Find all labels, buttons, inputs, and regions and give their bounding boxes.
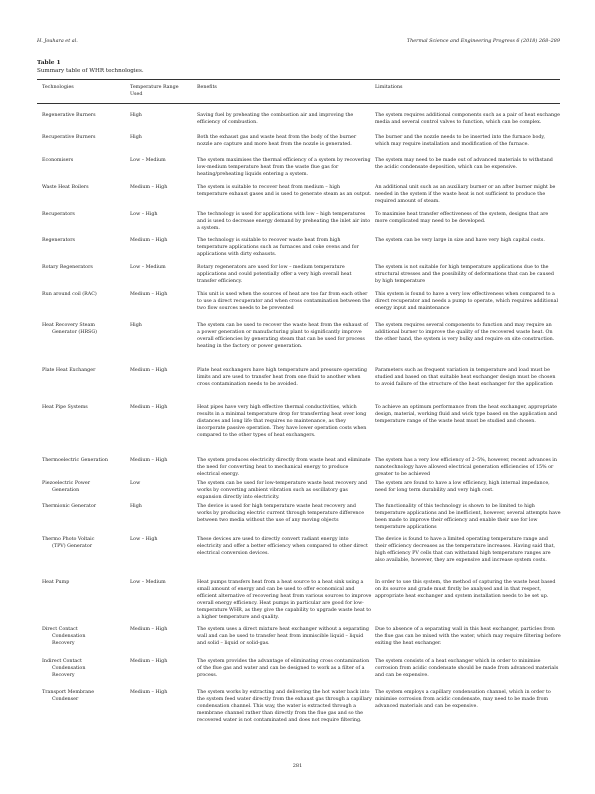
cell-benefits: The system can be used for low-temperature waste heat recovery and works by converting ambient vibration such as oscillatory gas expansion directly into electricity. [197,481,368,500]
cell-benefits: Plate heat exchangers have high temperature and pressure operating limits and are used to transfer heat from one fluid to another when cross contamination needs to be avoided. [197,368,367,387]
cell-technology [42,212,124,219]
cell-benefits: This unit is used when the sources of heat are too far from each other to use a direct recuperator and when cross contamination between the two flow sources needs to be prevented [197,292,371,311]
cell-benefits: These devices are used to directly convert radiant energy into electricity and offer a better efficiency when compared to other direct electrical conversion devices. [197,537,368,556]
cell-benefits: Rotary regenerators are used for low – medium temperature applications and could potentially offer a very high overall heat transfer efficiency. [197,265,352,284]
cell-technology [42,627,124,648]
cell-temperature-range: Low – High [130,537,158,542]
cell-benefits: Saving fuel by preheating the combustion air and improving the efficiency of combustion. [197,113,354,125]
cell-temperature-range: Low – High [130,212,158,217]
cell-limitations: The system are found to have a low efficiency, high internal impedance, need for long term durability and very high cost. [375,481,550,493]
cell-limitations: An additional unit such as an auxiliary burner or an after burner might be needed in the system if the waste heat is not sufficient to produce the required amount of steam. [375,185,556,204]
cell-temperature-range: Medium – High [130,238,168,243]
cell-limitations: The system employs a capillary condensation channel, which in order to minimise corrosion from acidic condensate, may need to be made from advanced materials and can be expensive. [375,690,551,709]
cell-limitations: The system requires several components to function and may require an additional burner to improve the quality of the recovered waste heat. On the other hand, the system is very bulky and require on site construction. [375,323,555,342]
cell-technology-line: Recovery [52,640,75,646]
cell-technology [42,368,124,375]
cell-technology-line: Heat Pipe Systems [42,405,88,410]
cell-benefits: The system maximises the thermal efficiency of a system by recovering low-medium temperature heat from the waste flue gas for heating/preheating liquids entering a system. [197,158,371,177]
running-head-journal: Thermal Science and Engineering Progress 6 (2018) 268–289 [406,38,560,44]
cell-temperature-range: High [130,504,142,509]
cell-benefits: The device is used for high temperature waste heat recovery and works by producing electric current through temperature difference between two media without the use of any moving objects [197,504,365,523]
cell-temperature-range: Medium – High [130,627,168,632]
cell-benefits: Heat pumps transfers heat from a heat source to a heat sink using a small amount of energy and can be used to offer economical and efficient alternative of recovering heat from various sources to improve overall energy efficiency. Heat pumps in particular are good for low-temperature WHR, as they give the capability to upgrade waste heat to a higher temperature and quality. [197,580,372,620]
cell-technology-line: Condensation [52,633,86,639]
cell-temperature-range: Medium – High [130,368,168,373]
cell-temperature-range: Medium – High [130,659,168,664]
cell-benefits: The system works by extracting and delivering the hot water back into the system feed water directly from the exhaust gas through a capillary condensation channel. This way, the water is extracted through a membrane channel rather than directly from the flue gas and so the recovered water is not contaminated and does not require filtering. [197,690,372,723]
running-head-authors: H. Jouhara et al. [37,38,78,44]
cell-technology [42,537,124,551]
cell-limitations: The functionality of this technology is shown to be limited to high temperature applications and be inefficient, however, several attempts have been made to improve their efficiency and enable their use for low temperature applications [375,504,561,530]
cell-technology-line: Run around coil (RAC) [42,292,97,297]
header-limitations: Limitations [375,85,403,90]
cell-benefits: The system provides the advantage of eliminating cross contamination of the flue gas and water and can be designed to work as a filter of a process. [197,659,370,678]
cell-technology [42,481,124,495]
cell-temperature-range: Medium – High [130,292,168,297]
cell-technology-line: Regenerators [42,238,76,243]
page-number: 281 [292,763,303,769]
cell-technology [42,323,124,337]
cell-technology-line: Indirect Contact [42,659,82,664]
cell-technology [42,690,124,704]
cell-technology-line: (TPV) Generator [52,543,93,549]
cell-limitations: The system has a very low efficiency of 2–5%, however, recent advances in nanotechnology have allowed electrical generation efficiencies of 15% or greater to be achieved [375,458,557,477]
cell-benefits: Heat pipes have very high effective thermal conductivities, which results in a minimal temperature drop for transferring heat over long distances and long life that requires no maintenance, as they incorporate passive operation. They have lower operation costs when compared to the other types of heat exchangers. [197,405,367,438]
cell-technology [42,292,124,299]
cell-technology-line: Economisers [42,158,74,163]
cell-temperature-range: Medium – High [130,458,168,463]
cell-temperature-range: Medium – High [130,690,168,695]
cell-technology-line: Heat Recovery Steam [42,323,95,328]
cell-technology [42,405,124,412]
cell-limitations: Parameters such as frequent variation in temperature and load must be studied and based on that suitable heat exchanger design must be chosen to avoid failure of the structure of the heat exchanger for the application [375,368,556,387]
cell-technology [42,158,124,165]
cell-technology-line: Plate Heat Exchanger [42,368,96,373]
table-caption: Summary table of WHR technologies. [37,68,144,74]
cell-limitations: The burner and the nozzle needs to be inserted into the furnace body, which may require installation and modification of the furnace. [375,135,546,147]
cell-benefits: The system is suitable to recover heat from medium – high temperature exhaust gases and is used to generate steam as an output. [197,185,372,197]
cell-technology [42,238,124,245]
cell-temperature-range: Medium – High [130,405,168,410]
cell-temperature-range: Low [130,481,141,486]
cell-technology [42,458,124,465]
cell-technology [42,185,124,192]
cell-limitations: The system requires additional components such as a pair of heat exchange media and several control valves to function, which can be complex. [375,113,560,125]
cell-technology-line: Thermo Photo Voltaic [42,537,95,542]
cell-technology-line: Condenser [52,696,79,702]
cell-limitations: This system is found to have a very low effectiveness when compared to a direct recuperator and needs a pump to operate, which requires additional energy input and maintenance [375,292,558,311]
cell-benefits: The system can be used to recover the waste heat from the exhaust of a power generation or manufacturing plant to significantly improve overall efficiencies by generating steam that can be used for process heating in the factory or power generation. [197,323,369,349]
cell-limitations: In order to use this system, the method of capturing the waste heat based on its source and grade must firstly be analysed and in that respect, appropriate heat exchanger and system installation needs to be set up. [375,580,556,599]
cell-limitations: To maximise heat transfer effectiveness of the system, designs that are more complicated may need to be developed. [375,212,549,224]
cell-temperature-range: High [130,113,142,118]
cell-temperature-range: Low – Medium [130,265,166,270]
cell-technology-line: Recuperators [42,212,75,217]
cell-temperature-range: High [130,135,142,140]
cell-technology-line: Thermionic Generator [42,504,97,509]
cell-limitations: The device is found to have a limited operating temperature range and their efficiency decreases as the temperature increases. Having said that, high efficiency PV cells that can withstand high temperature ranges are also available, however, they are expensive and increase system costs. [375,537,556,563]
cell-technology-line: Piezoelectric Power [42,481,91,486]
cell-technology-line: Regenerative Burners [42,113,96,118]
cell-benefits: The system produces electricity directly from waste heat and eliminate the need for converting heat to mechanical energy to produce electrical energy. [197,458,371,477]
cell-technology [42,504,124,511]
cell-technology-line: Condensation [52,665,86,671]
cell-benefits: Both the exhaust gas and waste heat from the body of the burner nozzle are capture and more heat from the nozzle is generated. [197,135,357,147]
cell-technology [42,113,124,120]
cell-technology-line: Recovery [52,672,75,678]
cell-technology-line: Recuperative Burners [42,135,96,140]
table-label: Table 1 [37,60,61,66]
cell-limitations: The system is not suitable for high temperature applications due to the structural stresses and the possibility of deformations that can be caused by high temperature [375,265,554,284]
cell-technology-line: Direct Contact [42,627,78,632]
cell-limitations: The system may need to be made out of advanced materials to withstand the acidic condensate deposition, which can be expensive. [375,158,553,170]
cell-temperature-range: Low – Medium [130,580,166,585]
cell-technology [42,659,124,680]
cell-technology [42,265,124,272]
cell-technology-line: Waste Heat Boilers [42,185,89,190]
cell-benefits: The technology is suitable to recover waste heat from high temperature applications such as furnaces and coke ovens and for applications with dirty exhausts. [197,238,359,257]
cell-technology-line: Rotary Regenerators [42,265,93,270]
cell-limitations: To achieve an optimum performance from the heat exchanger, appropriate design, material, working fluid and wick type based on the application and temperature range of the waste heat must be studied and chosen. [375,405,558,424]
cell-technology-line: Heat Pump [42,580,70,585]
cell-benefits: The system uses a direct mixture heat exchanger without a separating wall and can be used to transfer heat from immiscible liquid – liquid and solid – liquid or solid-gas. [197,627,369,646]
header-temperature-range: Temperature Range Used [130,85,179,97]
cell-limitations: The system can be very large in size and have very high capital costs. [375,238,545,243]
cell-benefits: The technology is used for applications with low – high temperatures and is used to decrease energy demand by preheating the inlet air into a system. [197,212,371,231]
cell-limitations: The system consists of a heat exchanger which in order to minimise corrosion from acidic condensate should be made from advanced materials and can be expensive. [375,659,559,678]
cell-technology [42,580,124,587]
cell-temperature-range: Low – Medium [130,158,166,163]
header-benefits: Benefits [197,85,217,90]
cell-technology-line: Generator (HRSG) [52,329,98,335]
cell-technology-line: Thermoelectric Generation [42,458,108,463]
cell-technology-line: Generation [52,487,80,493]
cell-technology [42,135,124,142]
header-technologies: Technologies [42,85,74,90]
cell-temperature-range: Medium – High [130,185,168,190]
cell-technology-line: Transport Membrane [42,690,95,695]
cell-temperature-range: High [130,323,142,328]
cell-limitations: Due to absence of a separating wall in this heat exchanger, particles from the flue gas can be mixed with the water, which may require filtering before exiting the heat exchanger. [375,627,561,646]
